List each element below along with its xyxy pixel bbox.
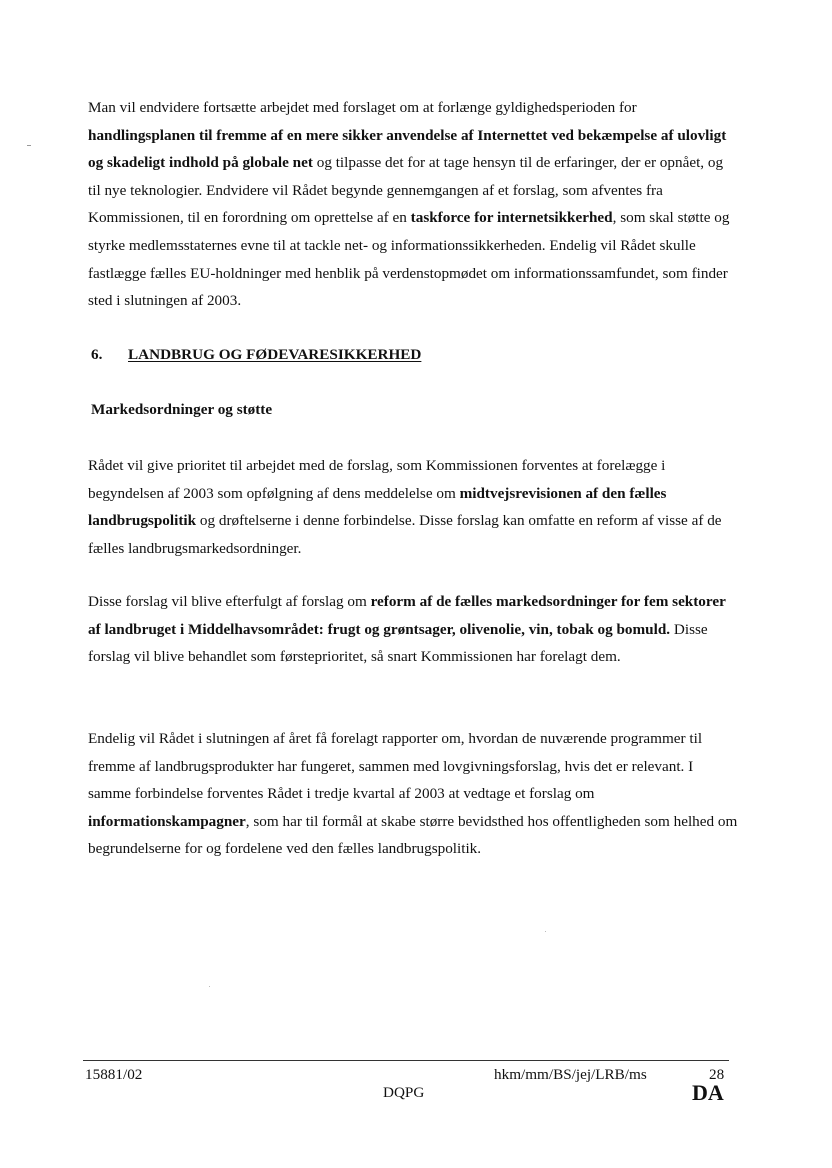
section-title: LANDBRUG OG FØDEVARESIKKERHED <box>128 346 422 363</box>
margin-mark <box>27 145 31 146</box>
footer-initials: hkm/mm/BS/jej/LRB/ms <box>494 1066 647 1083</box>
scan-speck <box>209 986 210 987</box>
footer-language-code: DA <box>692 1080 724 1105</box>
scan-speck <box>545 931 546 932</box>
subheading: Markedsordninger og støtte <box>91 401 273 418</box>
section-heading <box>91 343 421 367</box>
paragraph-information-campaigns: Endelig vil Rådet i slutningen af året få forelagt rapporter om, hvordan de nuværende programmer til fremme af landbrugsprodukter har fungeret, sammen med lovgivningsforslag, hvis det er relevant. I samme forbindelse forventes Rådet i tredje kvartal af 2003 at vedtage et forslag om informationskampagner, som har til formål at skabe større bevidsthed hos offentligheden som helhed om begrundelserne for og fordelene ved den fælles landbrugspolitik. <box>88 730 738 858</box>
paragraph-internet-safety: Man vil endvidere fortsætte arbejdet med forslaget om at forlænge gyldighedsperioden for handlingsplanen til fremme af en mere sikker anvendelse af Internettet ved bekæmpelse af ulovligt og skadeligt indhold på globale net og tilpasse det for at tage hensyn til de erfaringer, der er opnået, og til nye teknologier. Endvidere vil Rådet begynde gennemgangen af et forslag, som afventes fra Kommissionen, til en forordning om oprettelse af en taskforce for internetsikkerhed, som skal støtte og styrke medlemsstaternes evne til at tackle net- og informationssikkerheden. Endelig vil Rådet skulle fastlægge fælles EU-holdninger med henblik på verdenstopmødet om informationssamfundet, som finder sted i slutningen af 2003. <box>88 99 730 310</box>
paragraph-mediterranean-reform: Disse forslag vil blive efterfulgt af forslag om reform af de fælles markedsordninger for fem sektorer af landbruget i Middelhavsområdet: frugt og grøntsager, olivenolie, vin, tobak og bomuld. Disse forslag vil blive behandlet som førsteprioritet, så snart Kommissionen har forelagt dem. <box>88 593 726 666</box>
footer-divider <box>83 1060 729 1061</box>
footer-directorate: DQPG <box>383 1084 425 1101</box>
footer-page-number: 28 <box>709 1066 725 1083</box>
section-number: 6. <box>91 346 103 363</box>
paragraph-midterm-review: Rådet vil give prioritet til arbejdet med de forslag, som Kommissionen forventes at forelægge i begyndelsen af 2003 som opfølgning af dens meddelelse om midtvejsrevisionen af den fælles landbrugspolitik og drøftelserne i denne forbindelse. Disse forslag kan omfatte en reform af visse af de fælles landbrugsmarkedsordninger. <box>88 457 722 557</box>
footer-doc-number: 15881/02 <box>85 1066 143 1083</box>
